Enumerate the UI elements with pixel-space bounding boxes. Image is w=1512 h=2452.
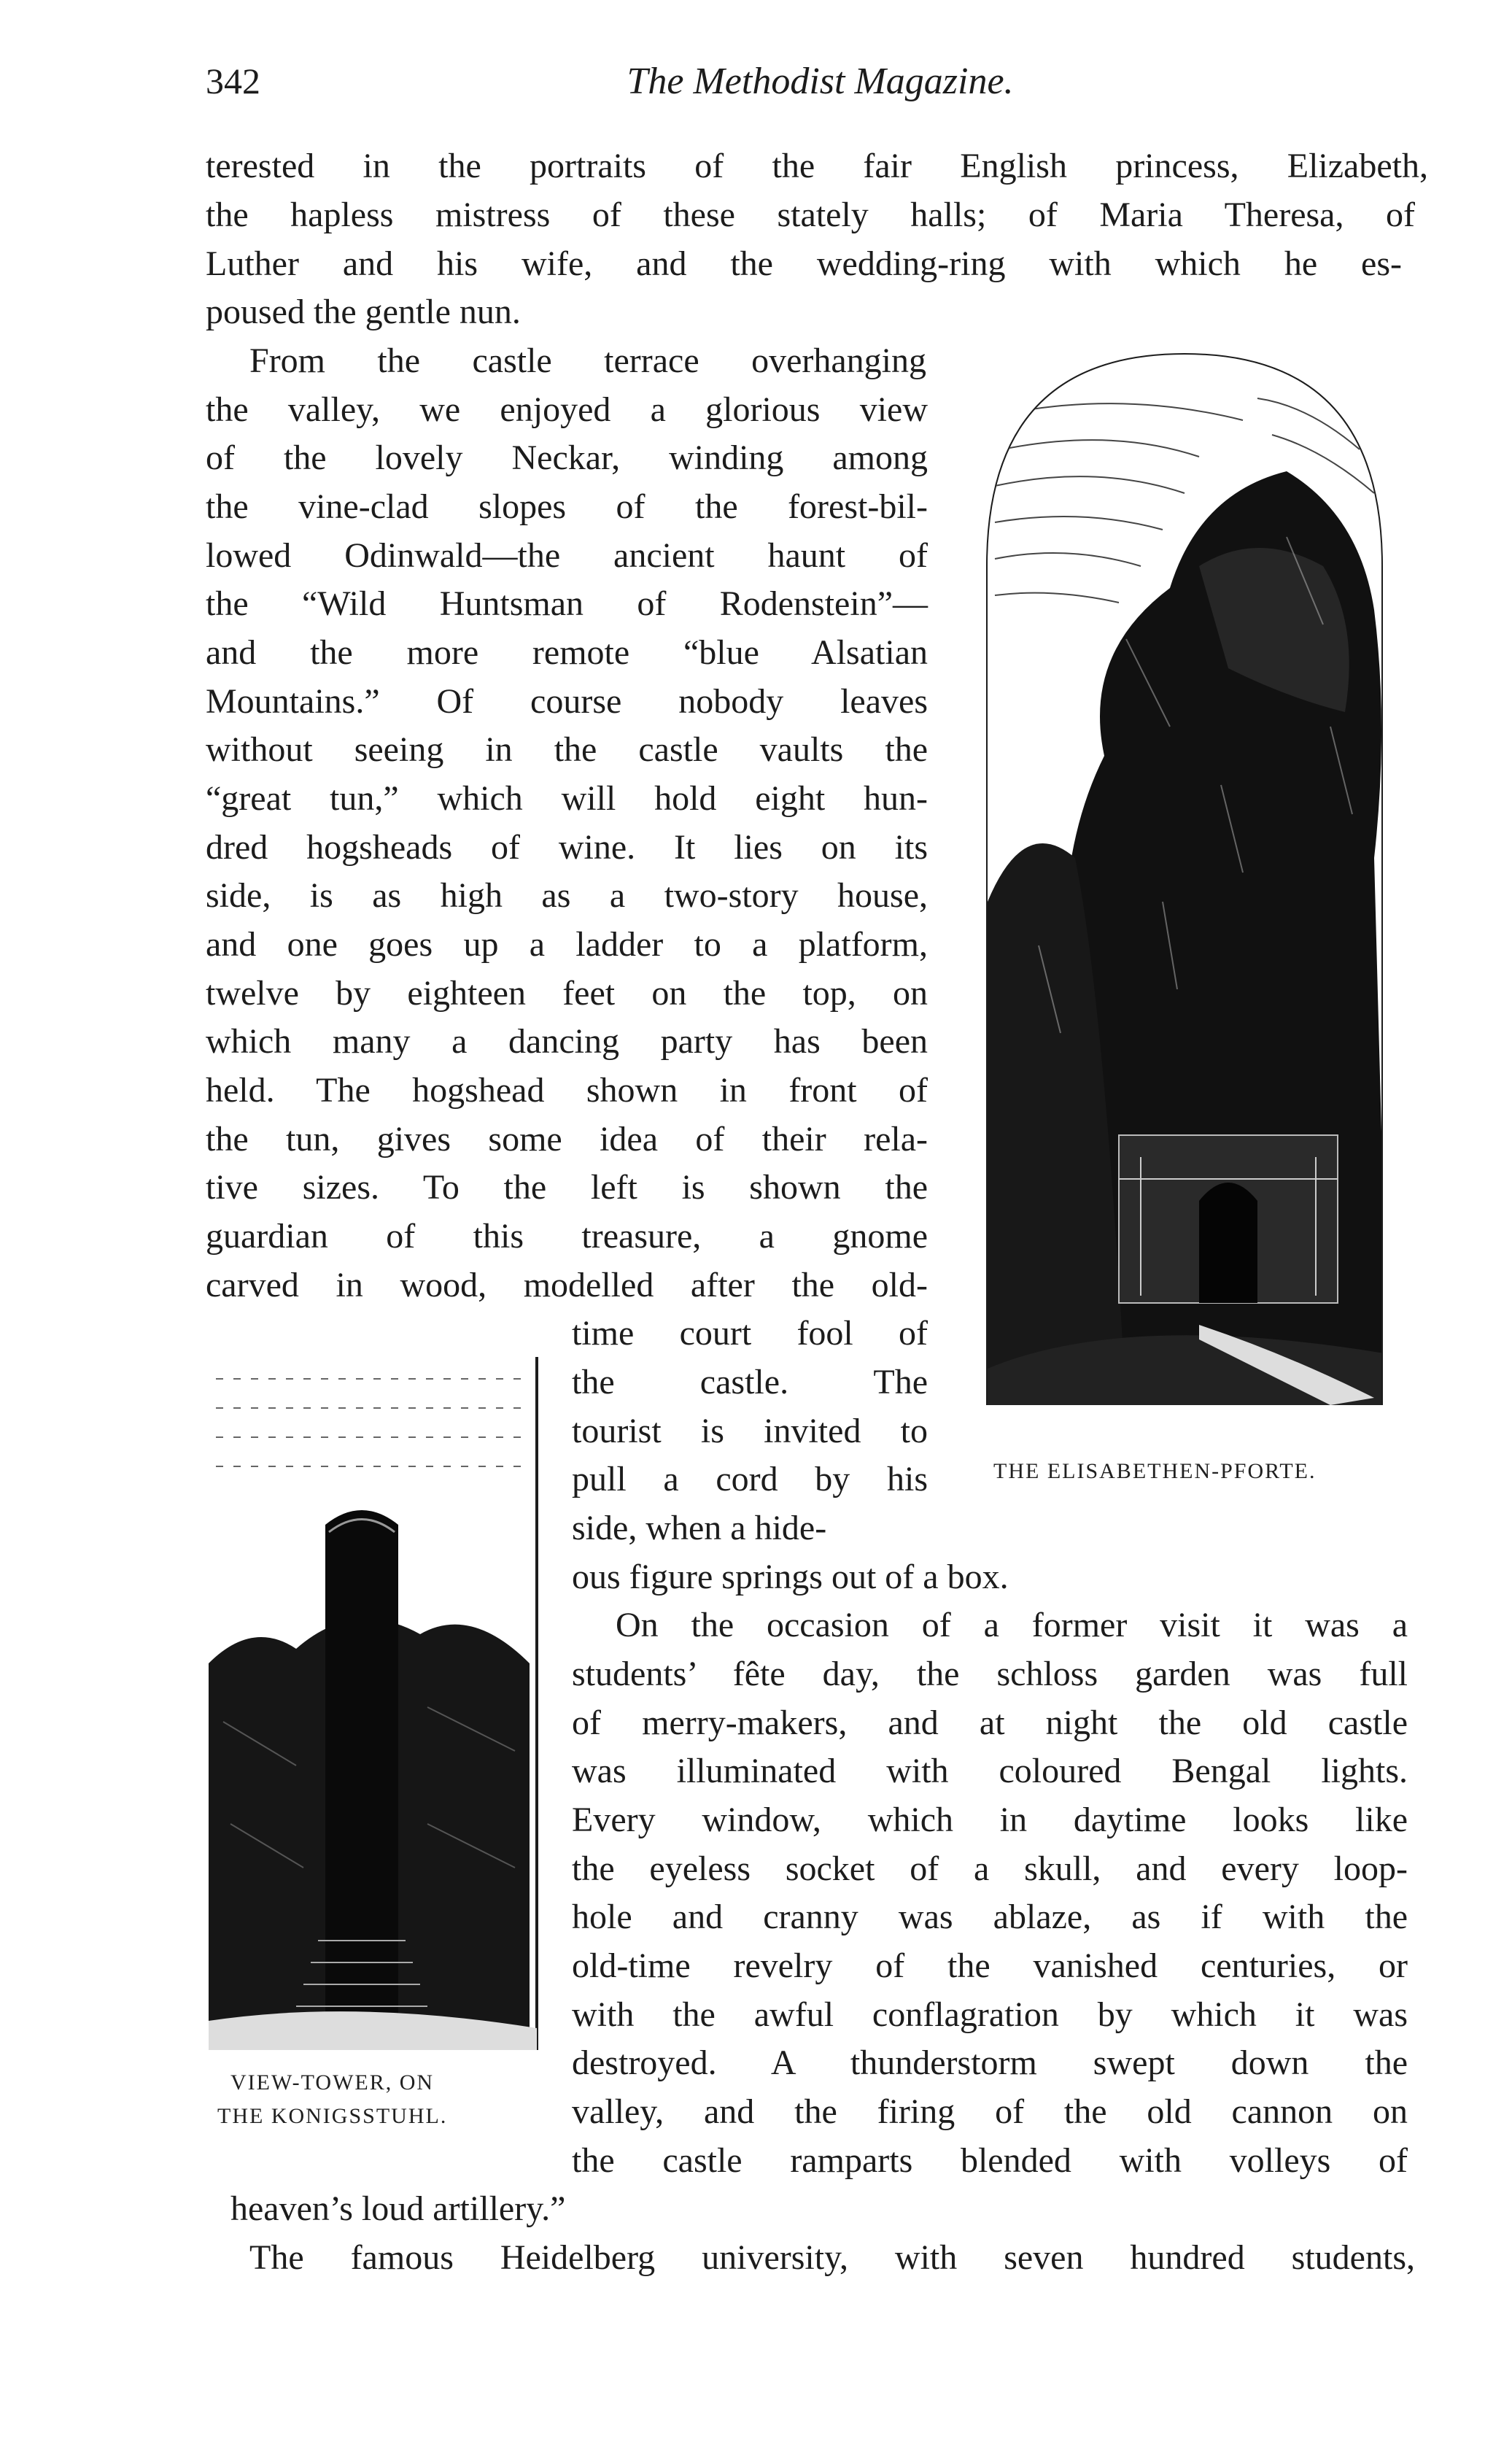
text-line: valley, and the firing of the old cannon on — [572, 2092, 1408, 2131]
text-line: with the awful conflagration by which it was — [572, 1995, 1408, 2034]
text-line: the hapless mistress of these stately halls; of Maria Theresa, of — [206, 196, 1415, 234]
text-line: Luther and his wife, and the wedding-ring with which he es- — [206, 244, 1402, 283]
text-line: dred hogsheads of wine. It lies on its — [206, 828, 928, 867]
text-line: students’ fête day, the schloss garden was full — [572, 1655, 1408, 1693]
text-line: poused the gentle nun. — [206, 293, 521, 331]
text-line: The famous Heidelberg university, with seven hundred students, — [249, 2238, 1415, 2277]
text-line: and the more remote “blue Alsatian — [206, 633, 928, 672]
text-line: terested in the portraits of the fair English princess, Elizabeth, — [206, 147, 1428, 185]
text-line: held. The hogshead shown in front of — [206, 1071, 928, 1110]
text-line: carved in wood, modelled after the old- — [206, 1266, 928, 1304]
text-line: pull a cord by his — [572, 1460, 928, 1498]
text-line: From the castle terrace overhanging — [249, 341, 926, 380]
text-line: side, is as high as a two-story house, — [206, 876, 928, 915]
text-line: was illuminated with coloured Bengal lights. — [572, 1752, 1408, 1790]
text-line: twelve by eighteen feet on the top, on — [206, 974, 928, 1013]
text-line: “great tun,” which will hold eight hun- — [206, 779, 928, 818]
elisabethen-caption: THE ELISABETHEN-PFORTE. — [993, 1459, 1317, 1483]
text-line: without seeing in the castle vaults the — [206, 730, 928, 769]
text-line: side, when a hide- — [572, 1509, 827, 1547]
engraving-arch-image — [980, 347, 1389, 1442]
text-line: Every window, which in daytime looks like — [572, 1801, 1408, 1839]
text-line: On the occasion of a former visit it was a — [616, 1606, 1408, 1644]
page-number: 342 — [206, 61, 260, 101]
text-line: the castle ramparts blended with volleys of — [572, 2141, 1408, 2180]
view-tower-illustration — [209, 1357, 541, 2050]
view-tower-caption-line2: THE KONIGSSTUHL. — [217, 2104, 448, 2128]
text-line: destroyed. A thunderstorm swept down the — [572, 2043, 1408, 2082]
text-line: the tun, gives some idea of their rela- — [206, 1120, 928, 1159]
text-line: time court fool of — [572, 1314, 928, 1353]
text-line: old-time revelry of the vanished centuries, or — [572, 1946, 1408, 1985]
text-line: lowed Odinwald—the ancient haunt of — [206, 536, 928, 575]
text-line: the eyeless socket of a skull, and every loop- — [572, 1849, 1408, 1888]
text-line: the vine-clad slopes of the forest-bil- — [206, 487, 928, 526]
text-line: ous figure springs out of a box. — [572, 1558, 1009, 1596]
text-line: of the lovely Neckar, winding among — [206, 438, 928, 477]
elisabethen-pforte-illustration — [980, 347, 1389, 1442]
text-line: the castle. The — [572, 1363, 928, 1401]
text-line: which many a dancing party has been — [206, 1022, 928, 1061]
text-line: of merry-makers, and at night the old castle — [572, 1703, 1408, 1742]
text-line: and one goes up a ladder to a platform, — [206, 925, 928, 964]
text-line: hole and cranny was ablaze, as if with the — [572, 1898, 1408, 1936]
text-line: Mountains.” Of course nobody leaves — [206, 682, 928, 721]
view-tower-caption-line1: VIEW-TOWER, ON — [230, 2070, 435, 2095]
text-line: the valley, we enjoyed a glorious view — [206, 390, 928, 429]
text-line: heaven’s loud artillery.” — [230, 2189, 566, 2228]
text-line: guardian of this treasure, a gnome — [206, 1217, 928, 1256]
page-header — [206, 60, 1435, 111]
text-line: tourist is invited to — [572, 1412, 928, 1450]
text-line: tive sizes. To the left is shown the — [206, 1168, 928, 1207]
text-line: the “Wild Huntsman of Rodenstein”— — [206, 584, 928, 623]
running-title: The Methodist Magazine. — [627, 61, 1014, 102]
engraving-tower-image — [209, 1357, 541, 2050]
